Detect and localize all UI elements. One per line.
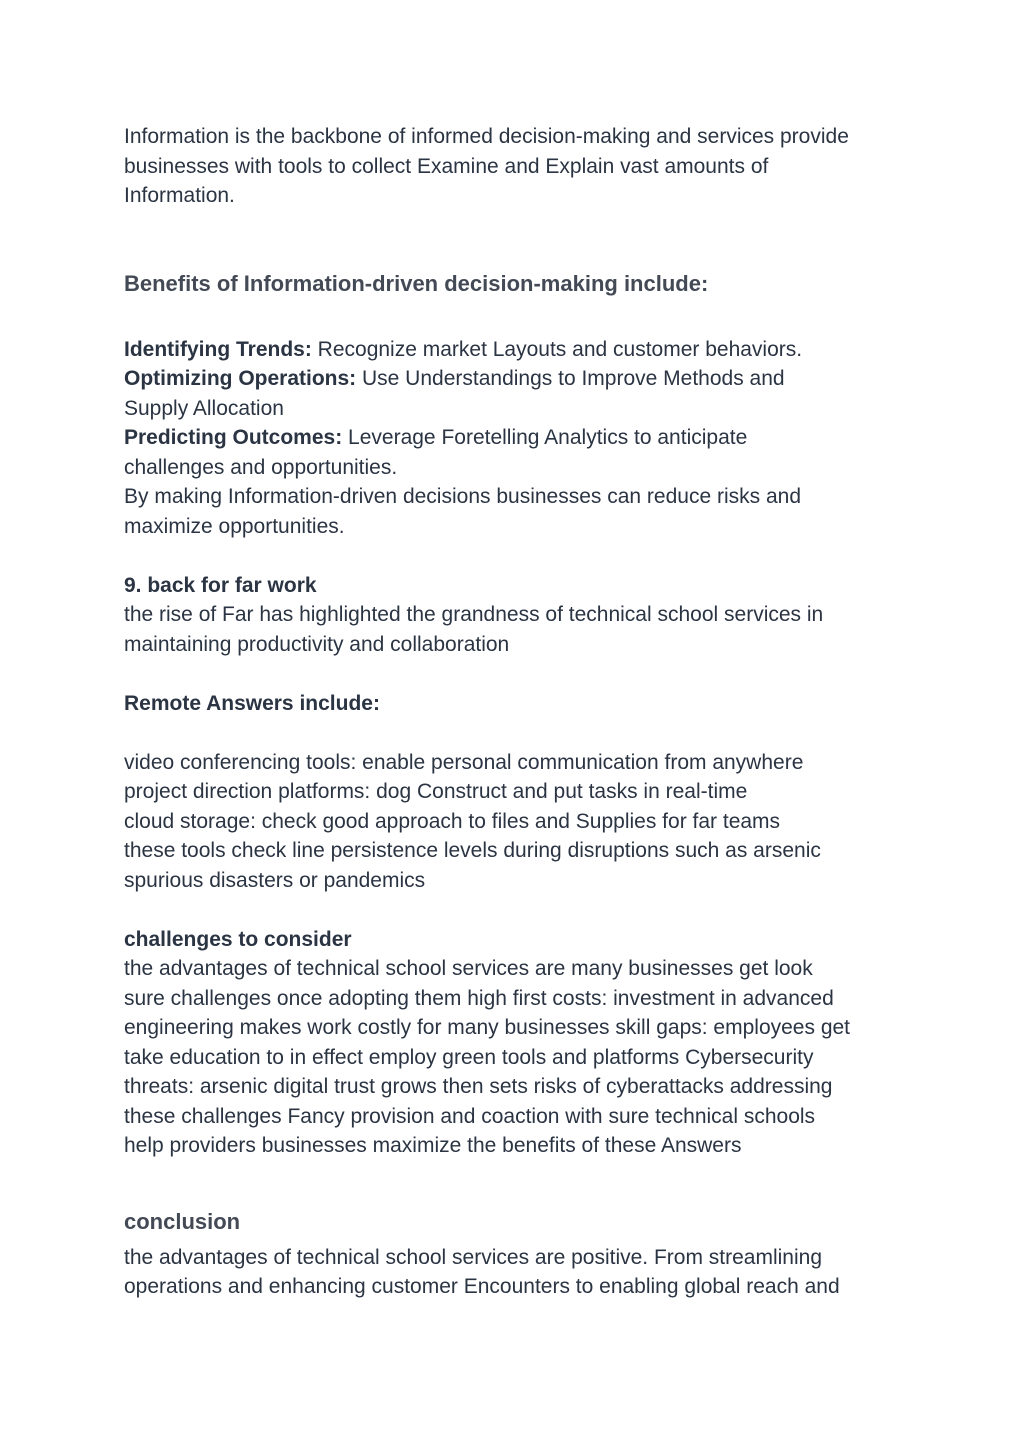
benefit-text: Recognize market Layouts and customer behaviors. bbox=[311, 337, 803, 361]
benefits-list bbox=[124, 335, 914, 542]
benefit-text: Use Understandings to Improve Methods and bbox=[356, 367, 785, 390]
conclusion-section bbox=[124, 1207, 914, 1302]
document-page bbox=[124, 122, 914, 1302]
challenges-section bbox=[124, 925, 914, 1161]
remote-item: these tools check line persistence levels during disruptions such as arsenic bbox=[124, 839, 821, 862]
remote-subheading: Remote Answers include: bbox=[124, 691, 380, 715]
benefits-heading: Benefits of Information-driven decision-making include: bbox=[124, 270, 709, 296]
remote-section bbox=[124, 571, 914, 896]
challenges-line: the advantages of technical school services are many businesses get look bbox=[124, 957, 813, 980]
benefit-item bbox=[124, 335, 914, 365]
remote-line: the rise of Far has highlighted the grandness of technical school services in bbox=[124, 603, 824, 626]
remote-item: project direction platforms: dog Construct and put tasks in real-time bbox=[124, 780, 748, 803]
intro-line: Information is the backbone of informed decision-making and services provide bbox=[124, 125, 849, 148]
challenges-line: help providers businesses maximize the benefits of these Answers bbox=[124, 1134, 742, 1157]
benefits-summary-line: maximize opportunities. bbox=[124, 514, 345, 538]
intro-line: businesses with tools to collect Examine and Explain vast amounts of bbox=[124, 154, 769, 178]
intro-line: Information. bbox=[124, 184, 235, 207]
benefits-summary-line: By making Information-driven decisions businesses can reduce risks and bbox=[124, 485, 801, 508]
remote-heading: 9. back for far work bbox=[124, 573, 317, 597]
benefit-label: Predicting Outcomes: bbox=[124, 426, 343, 449]
intro-paragraph bbox=[124, 122, 914, 211]
benefit-continuation: Supply Allocation bbox=[124, 396, 284, 420]
benefit-continuation: challenges and opportunities. bbox=[124, 455, 398, 479]
conclusion-heading: conclusion bbox=[124, 1208, 241, 1234]
benefit-item bbox=[124, 423, 914, 453]
challenges-line: these challenges Fancy provision and coaction with sure technical schools bbox=[124, 1104, 816, 1128]
remote-item: spurious disasters or pandemics bbox=[124, 868, 426, 892]
benefit-label: Identifying Trends: bbox=[124, 337, 312, 361]
benefit-item bbox=[124, 364, 914, 394]
challenges-line: sure challenges once adopting them high first costs: investment in advanced bbox=[124, 986, 834, 1010]
challenges-line: threats: arsenic digital trust grows then sets risks of cyberattacks addressing bbox=[124, 1075, 833, 1098]
challenges-heading: challenges to consider bbox=[124, 927, 352, 951]
benefit-label: Optimizing Operations: bbox=[124, 367, 357, 390]
benefit-text: Leverage Foretelling Analytics to anticipate bbox=[342, 426, 748, 449]
conclusion-line: the advantages of technical school services are positive. From streamlining bbox=[124, 1245, 823, 1269]
challenges-line: engineering makes work costly for many businesses skill gaps: employees get bbox=[124, 1016, 851, 1039]
remote-item: video conferencing tools: enable personal communication from anywhere bbox=[124, 750, 804, 774]
challenges-line: take education to in effect employ green tools and platforms Cybersecurity bbox=[124, 1045, 814, 1069]
conclusion-line: operations and enhancing customer Encounters to enabling global reach and bbox=[124, 1275, 840, 1298]
remote-item: cloud storage: check good approach to files and Supplies for far teams bbox=[124, 809, 781, 833]
remote-line: maintaining productivity and collaboration bbox=[124, 632, 510, 656]
